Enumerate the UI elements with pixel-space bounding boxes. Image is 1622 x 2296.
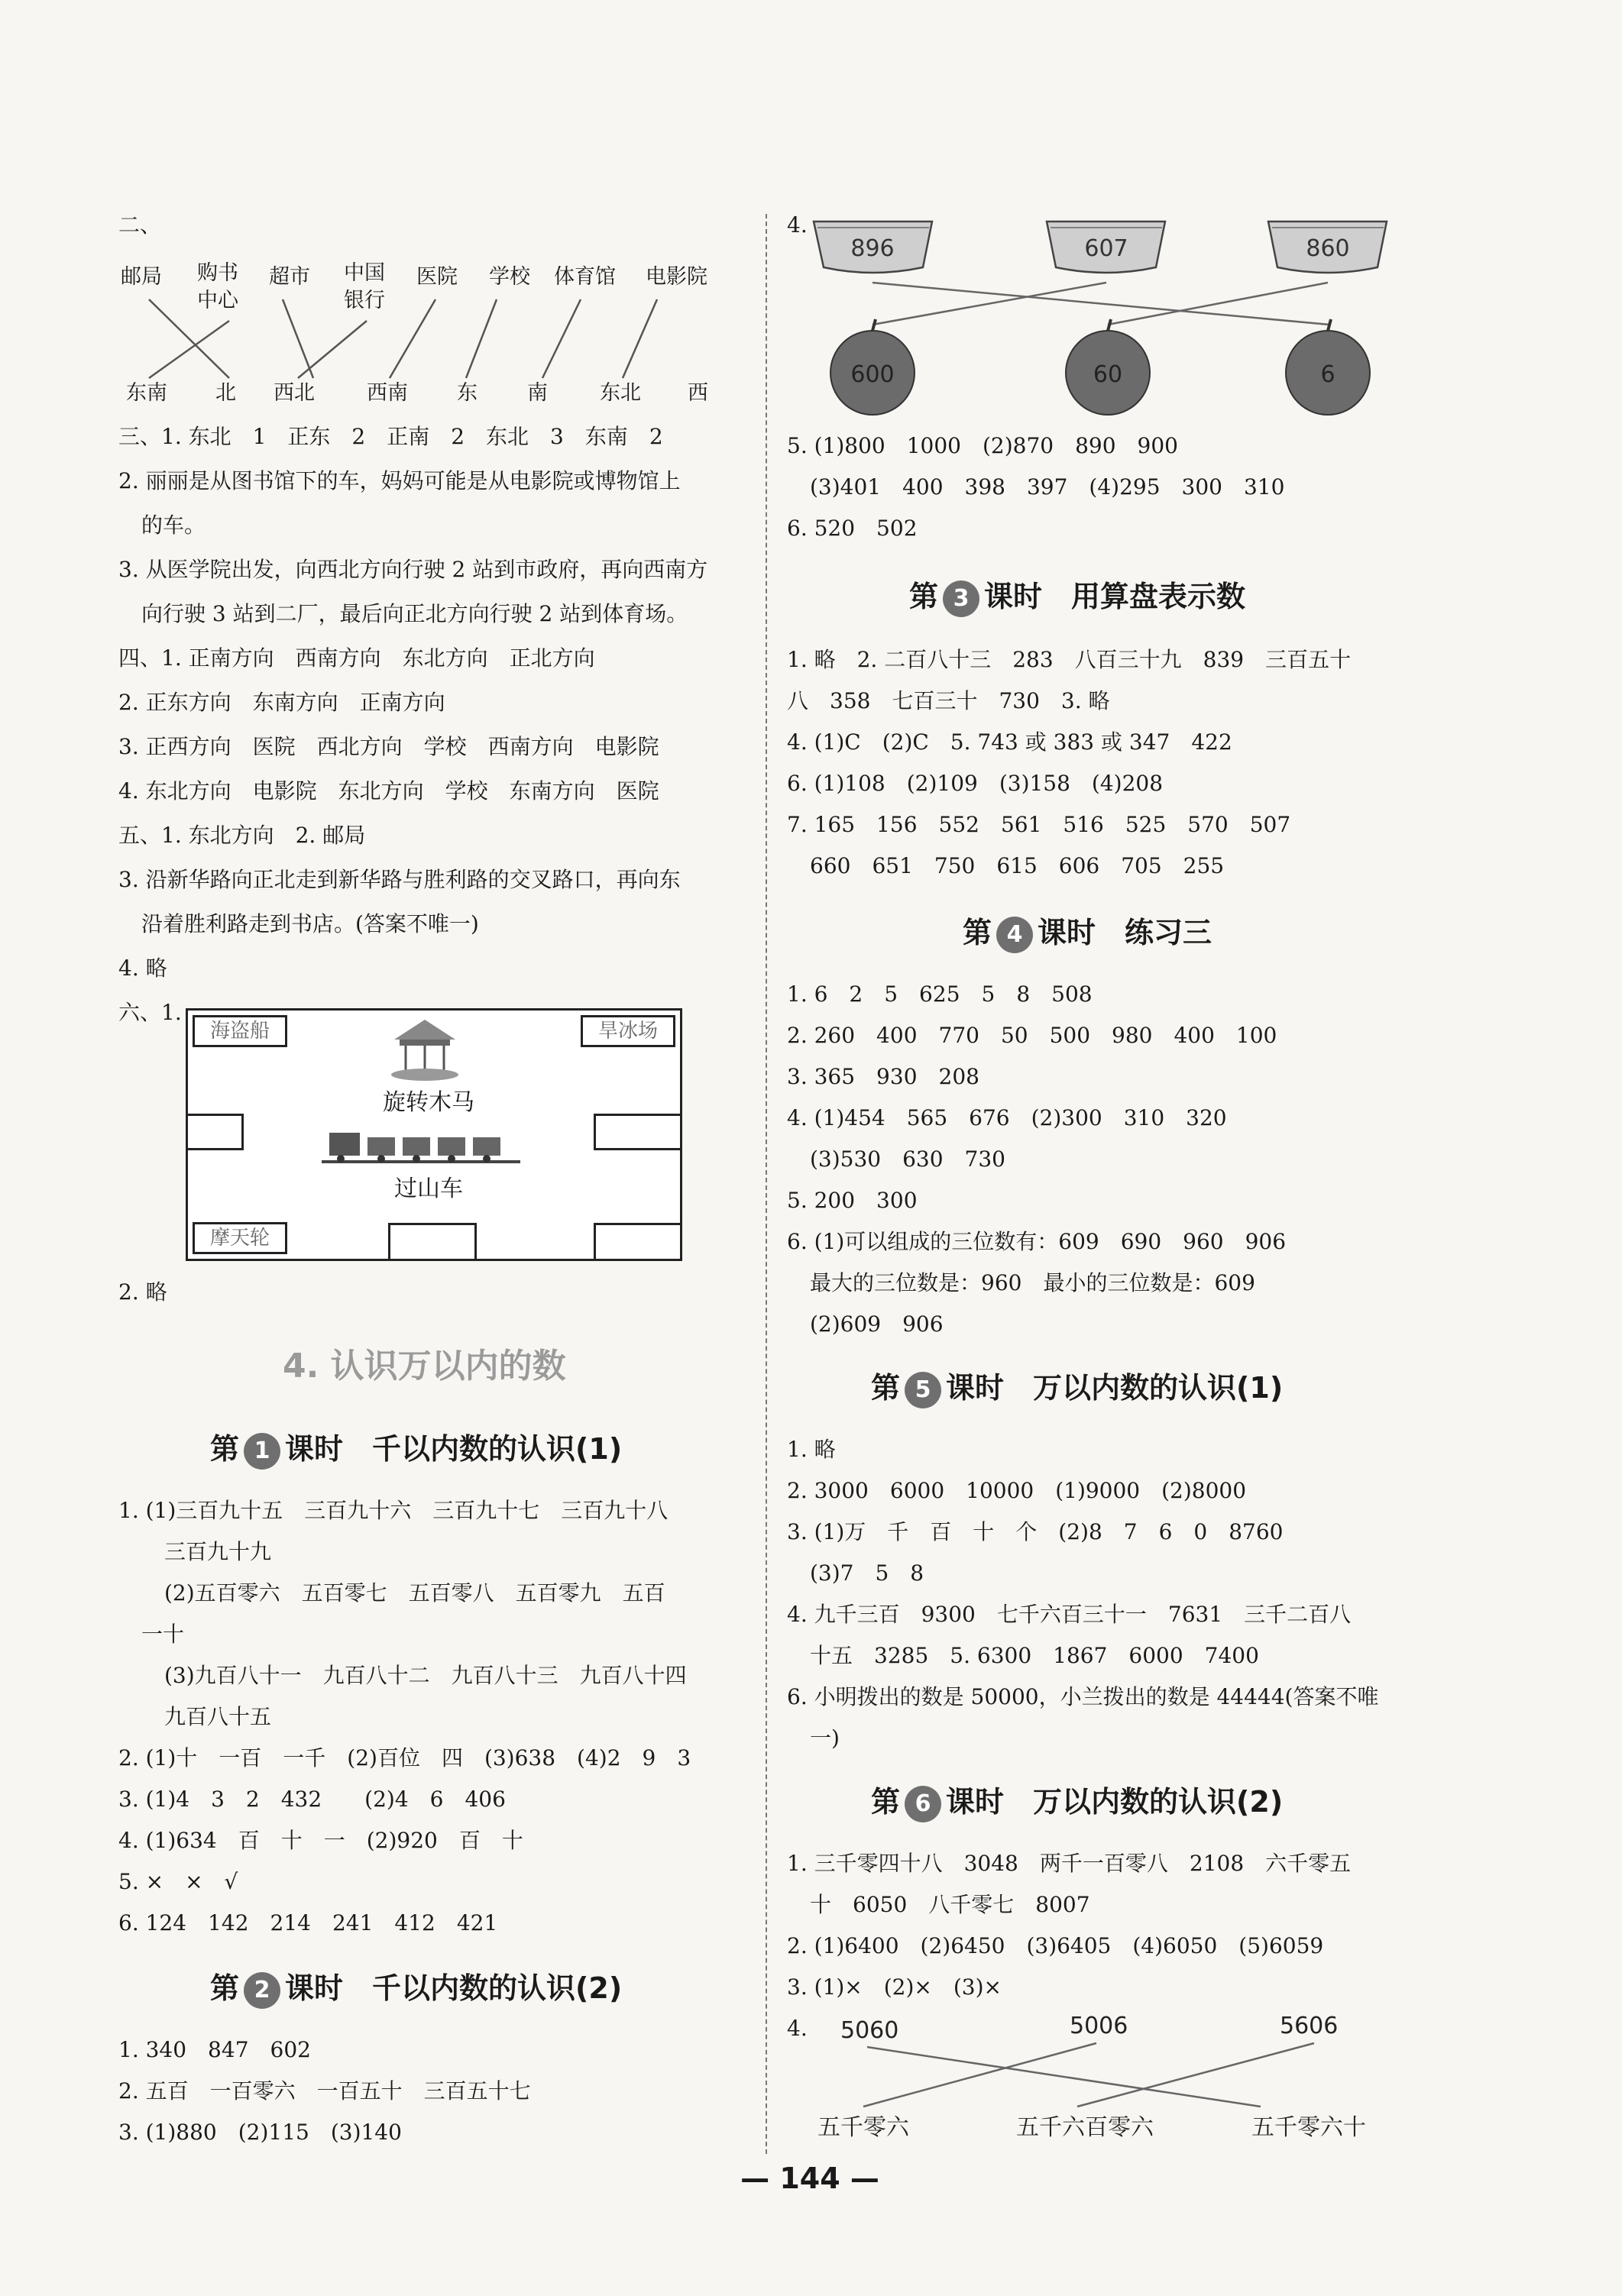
match-line (466, 299, 497, 378)
dir-southwest: 西南 (367, 381, 408, 405)
answer-line: 2. 丽丽是从图书馆下的车，妈妈可能是从电影院或博物馆上 (118, 468, 681, 493)
blank-box (594, 1114, 682, 1150)
answer-line: 3. (1)880 (2)115 (3)140 (118, 2120, 402, 2145)
answer-line: 2. 五百 一百零六 一百五十 三百五十七 (118, 2078, 531, 2104)
answer-line: 九百八十五 (164, 1704, 272, 1729)
match-line (149, 321, 229, 378)
place-cinema: 电影院 (646, 265, 707, 289)
answer-line: 4. 九千三百 9300 七千六百三十一 7631 三千二百八 (787, 1602, 1352, 1627)
ferris-wheel-box: 摩天轮 (193, 1222, 287, 1254)
place-post-office: 邮局 (121, 265, 162, 289)
answer-line: 一) (810, 1725, 840, 1751)
dir-south: 南 (527, 381, 548, 405)
lesson-4-heading: 第 4 课时 练习三 (963, 909, 1212, 953)
answer-line: 5. (1)800 1000 (2)870 890 900 (787, 433, 1178, 458)
right-column (787, 0, 1622, 2261)
apple-value: 60 (1093, 361, 1123, 388)
basket-value: 607 (1084, 235, 1128, 262)
match-line (283, 299, 313, 378)
answer-line: 一十 (141, 1622, 185, 1647)
place-bank: 中国 银行 (344, 261, 385, 312)
answer-line: 2. 略 (118, 1279, 167, 1305)
answer-line: 六、1. (118, 1000, 182, 1025)
left-column (0, 0, 764, 2261)
place-bookstore: 购书 中心 (197, 261, 238, 312)
answer-line: 6. 小明拨出的数是 50000，小兰拨出的数是 44444(答案不唯 (787, 1684, 1379, 1709)
answer-line: 1. 340 847 602 (118, 2037, 311, 2062)
chapter-title: 4. 认识万以内的数 (283, 1347, 566, 1386)
basket-value: 896 (850, 235, 895, 262)
answer-line: 6. (1)108 (2)109 (3)158 (4)208 (787, 771, 1164, 796)
answer-line: 八 358 七百三十 730 3. 略 (787, 688, 1110, 713)
direction-match-lines (0, 0, 764, 428)
answer-line: (3)530 630 730 (810, 1146, 1005, 1172)
answer-line: 6. 124 142 214 241 412 421 (118, 1910, 498, 1935)
answer-line: 3. (1)4 3 2 432 (2)4 6 406 (118, 1787, 506, 1812)
dir-southeast: 东南 (126, 381, 167, 405)
answer-line: 2. (1)6400 (2)6450 (3)6405 (4)6050 (5)6059 (787, 1933, 1324, 1958)
answer-line: 1. 6 2 5 625 5 8 508 (787, 981, 1093, 1007)
match-line (149, 299, 229, 378)
match-number: 5006 (1070, 2013, 1128, 2039)
answer-line: 1. 略 2. 二百八十三 283 八百三十九 839 三百五十 (787, 647, 1352, 672)
lesson-2-heading: 第 2 课时 千以内数的认识(2) (210, 1965, 622, 2009)
answer-line: 1. 三千零四十八 3048 两千一百零八 2108 六千零五 (787, 1851, 1352, 1876)
match-line (542, 299, 581, 378)
dir-northeast: 东北 (600, 381, 641, 405)
lesson-6-heading: 第 6 课时 万以内数的认识(2) (871, 1778, 1283, 1822)
answer-line: 向行驶 3 站到二厂，最后向正北方向行驶 2 站到体育场。 (141, 601, 688, 626)
answer-line: 3. 正西方向 医院 西北方向 学校 西南方向 电影院 (118, 734, 659, 759)
answer-line: 三百九十九 (164, 1539, 272, 1564)
answer-line: 2. 3000 6000 10000 (1)9000 (2)8000 (787, 1478, 1247, 1503)
dir-east: 东 (457, 381, 478, 405)
answer-line: 660 651 750 615 606 705 255 (810, 853, 1225, 878)
answer-line: 5. × × √ (118, 1869, 238, 1894)
column-divider (766, 214, 767, 2154)
answer-line: 4. (1)C (2)C 5. 743 或 383 或 347 422 (787, 729, 1232, 755)
match-line (873, 283, 1329, 325)
dir-west: 西 (688, 381, 708, 405)
section-2-heading: 二、 (118, 212, 162, 238)
roller-coaster-icon (322, 1125, 528, 1171)
blank-box (388, 1223, 477, 1261)
answer-line: 3. 365 930 208 (787, 1064, 979, 1089)
place-school: 学校 (489, 265, 530, 289)
match-word: 五千零六 (817, 2114, 909, 2141)
answer-line: (3)7 5 8 (810, 1560, 924, 1586)
match-line (623, 299, 657, 378)
lesson-1-heading: 第 1 课时 千以内数的认识(1) (210, 1425, 622, 1470)
answer-line: 4. (1)634 百 十 一 (2)920 百 十 (118, 1828, 523, 1853)
answer-line: 2. (1)十 一百 一千 (2)百位 四 (3)638 (4)2 9 3 (118, 1745, 691, 1771)
answer-line: 6. (1)可以组成的三位数有：609 690 960 906 (787, 1229, 1287, 1254)
match-line (1108, 283, 1328, 325)
answer-line: 7. 165 156 552 561 516 525 570 507 (787, 812, 1291, 837)
answer-line: 4. (1)454 565 676 (2)300 310 320 (787, 1105, 1227, 1130)
match-line (863, 2043, 1096, 2107)
place-hospital: 医院 (416, 265, 458, 289)
answer-line: 3. (1)万 千 百 十 个 (2)8 7 6 0 8760 (787, 1519, 1284, 1544)
answer-line: 3. (1)× (2)× (3)× (787, 1974, 1002, 2000)
dir-north: 北 (215, 381, 236, 405)
answer-line: 沿着胜利路走到书店。(答案不唯一) (141, 911, 479, 936)
blank-box (594, 1223, 682, 1261)
ice-rink-box: 旱冰场 (581, 1015, 675, 1047)
answer-line: 6. 520 502 (787, 516, 918, 541)
answer-line: 十 6050 八千零七 8007 (810, 1892, 1090, 1917)
lesson-3-heading: 第 3 课时 用算盘表示数 (909, 573, 1245, 617)
place-stadium: 体育馆 (554, 265, 616, 289)
dir-northwest: 西北 (274, 381, 315, 405)
answer-line: 3. 从医学院出发，向西北方向行驶 2 站到市政府，再向西南方 (118, 557, 708, 582)
answer-line: (2)609 906 (810, 1311, 944, 1337)
match-word: 五千零六十 (1251, 2114, 1366, 2141)
match-number: 5606 (1280, 2013, 1339, 2039)
answer-line: 3. 沿新华路向正北走到新华路与胜利路的交叉路口，再向东 (118, 867, 681, 892)
match-number: 5060 (840, 2017, 899, 2044)
match-line (298, 321, 367, 378)
pirate-ship-box: 海盗船 (193, 1015, 287, 1047)
match-line (867, 2047, 1261, 2107)
carousel-icon (383, 1017, 467, 1085)
place-supermarket: 超市 (269, 265, 310, 289)
match-word: 五千六百零六 (1016, 2114, 1154, 2141)
blank-box (186, 1114, 244, 1150)
answer-line: 五、1. 东北方向 2. 邮局 (118, 823, 366, 848)
answer-line: 5. 200 300 (787, 1188, 918, 1213)
park-map (186, 1008, 682, 1261)
answer-line: 十五 3285 5. 6300 1867 6000 7400 (810, 1643, 1259, 1668)
apple-value: 6 (1320, 361, 1335, 388)
question-4-label: 4. (787, 212, 808, 238)
carousel-label: 旋转木马 (383, 1089, 474, 1116)
answer-line: 三、1. 东北 1 正东 2 正南 2 东北 3 东南 2 (118, 424, 663, 449)
answer-line: 4. 东北方向 电影院 东北方向 学校 东南方向 医院 (118, 778, 659, 804)
number-word-match (787, 2009, 1622, 2146)
answer-line: (2)五百零六 五百零七 五百零八 五百零九 五百 (164, 1580, 665, 1606)
basket-value: 860 (1306, 235, 1350, 262)
match-line (873, 283, 1106, 325)
answer-line: 最大的三位数是：960 最小的三位数是：609 (810, 1270, 1255, 1295)
answer-line: 的车。 (141, 513, 206, 538)
answer-line: 4. 略 (118, 956, 167, 981)
answer-line: 1. (1)三百九十五 三百九十六 三百九十七 三百九十八 (118, 1498, 669, 1523)
answer-line: (3)九百八十一 九百八十二 九百八十三 九百八十四 (164, 1663, 687, 1688)
apple-value: 600 (850, 361, 895, 388)
question-4b-label: 4. (787, 2016, 808, 2041)
match-line (390, 299, 435, 378)
answer-line: (3)401 400 398 397 (4)295 300 310 (810, 474, 1285, 500)
answer-line: 四、1. 正南方向 西南方向 东北方向 正北方向 (118, 645, 595, 671)
answer-line: 2. 正东方向 东南方向 正南方向 (118, 690, 445, 715)
roller-coaster-label: 过山车 (394, 1175, 463, 1202)
basket-apple-match (787, 214, 1622, 435)
page-number: — 144 — (740, 2162, 879, 2195)
answer-line: 1. 略 (787, 1437, 836, 1462)
lesson-5-heading: 第 5 课时 万以内数的认识(1) (871, 1364, 1283, 1408)
answer-line: 2. 260 400 770 50 500 980 400 100 (787, 1023, 1277, 1048)
